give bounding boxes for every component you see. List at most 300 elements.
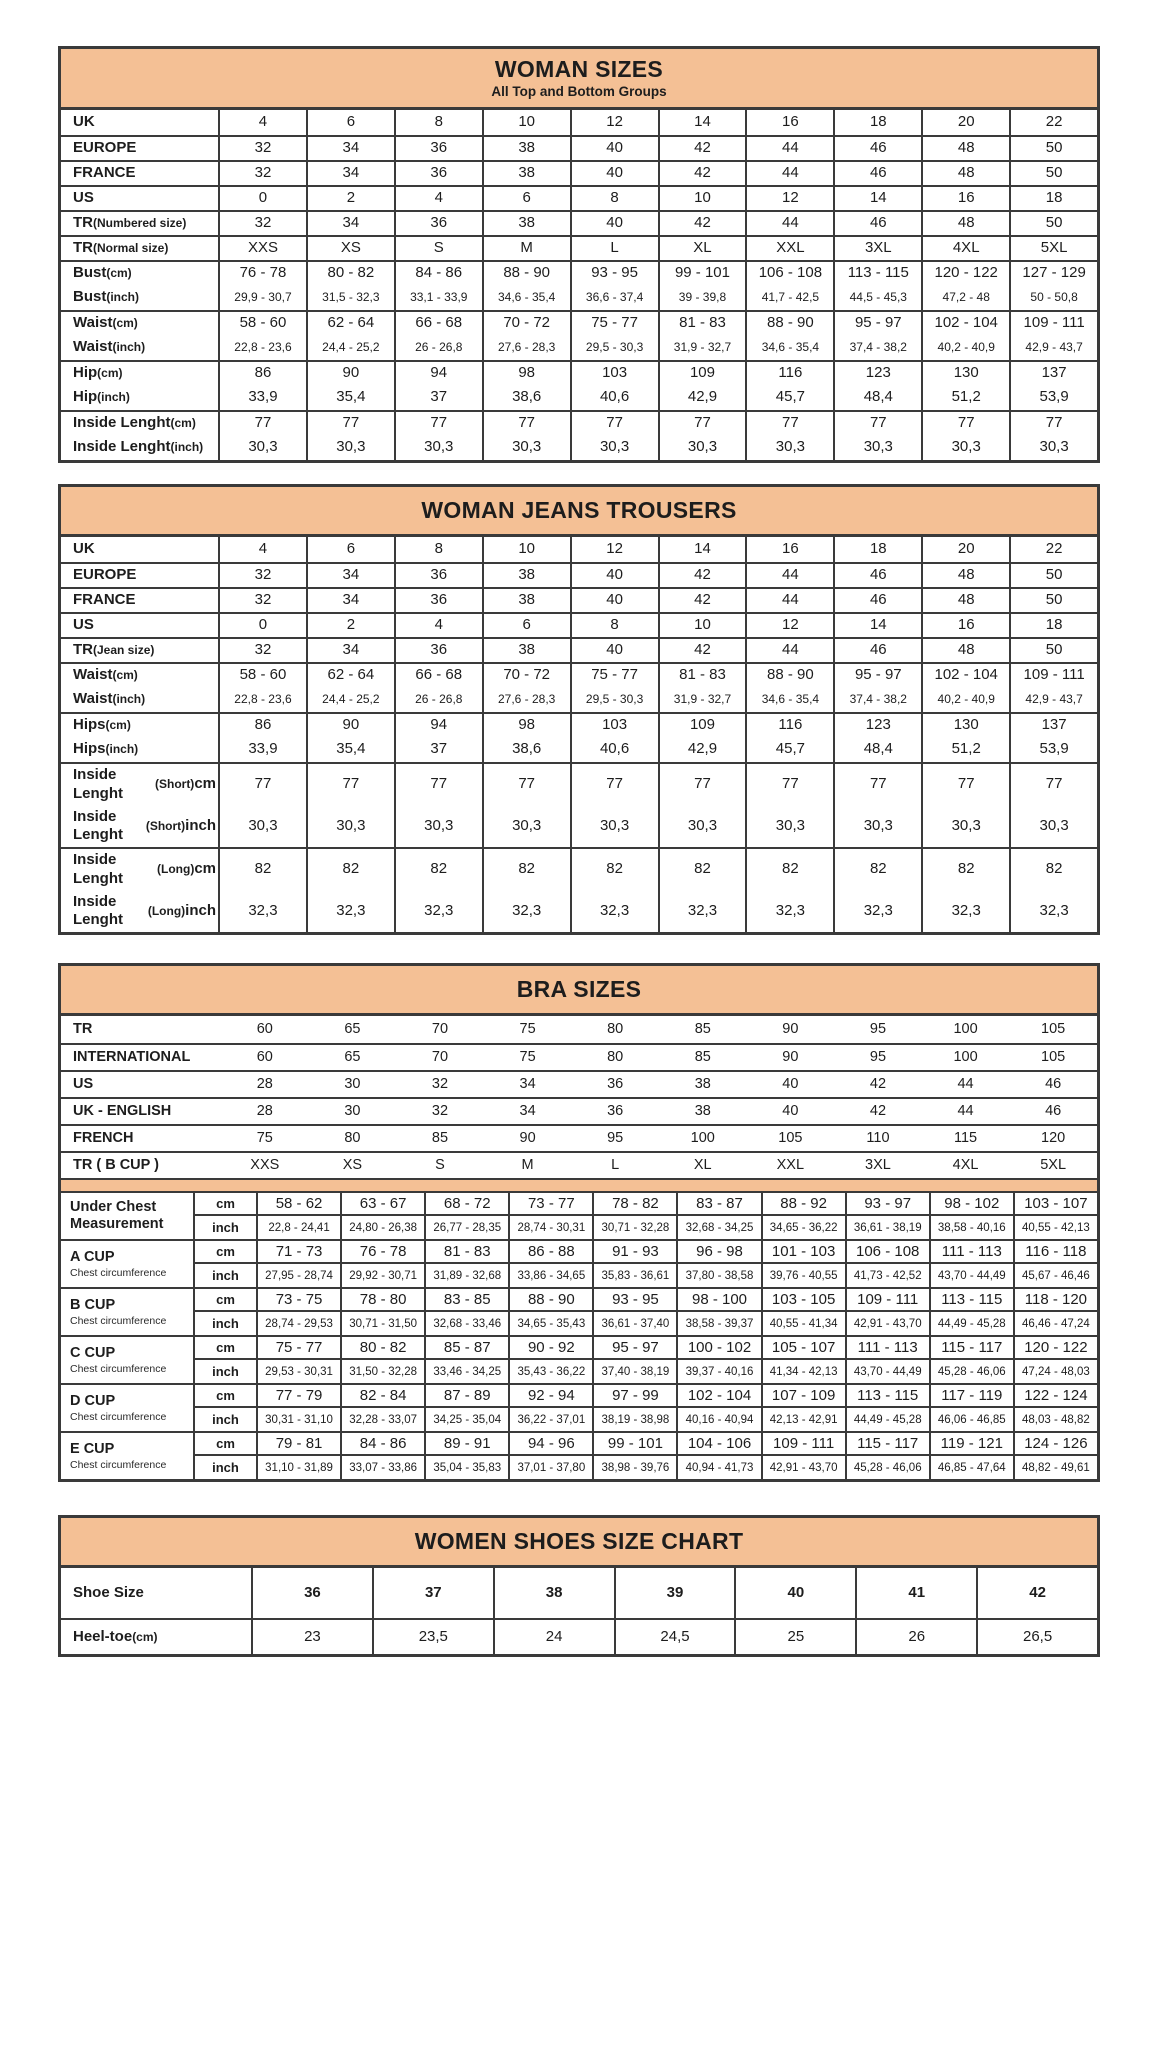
value-cell: 32 bbox=[218, 639, 306, 662]
value-cell: 4 bbox=[394, 614, 482, 637]
value-cell: 29,5 - 30,3 bbox=[570, 335, 658, 360]
value-cell: 100 bbox=[690, 1130, 715, 1147]
value-cell: 81 - 83 bbox=[658, 664, 746, 687]
value-cell: 38,98 - 39,76 bbox=[592, 1456, 676, 1479]
value-cell: 36 bbox=[394, 564, 482, 587]
label-unit: (cm) bbox=[170, 416, 196, 430]
value-cell: 95 bbox=[869, 1021, 887, 1038]
label-unit: (inch) bbox=[170, 440, 204, 454]
value-cell: 76 - 78 bbox=[218, 262, 306, 285]
value-cell: 30,3 bbox=[1009, 806, 1097, 848]
value-cell: 36,22 - 37,01 bbox=[508, 1408, 592, 1431]
value-cell: XS bbox=[306, 237, 394, 260]
value-cell: 70 bbox=[431, 1049, 449, 1066]
row-label: Waist (inch) bbox=[73, 338, 146, 356]
value-cell: 50 bbox=[1009, 589, 1097, 612]
value-cell: 30,3 bbox=[394, 435, 482, 460]
value-cell: 36 bbox=[394, 162, 482, 185]
value-cell: XS bbox=[342, 1157, 363, 1174]
value-cell: 12 bbox=[570, 537, 658, 562]
value-cell: 32,3 bbox=[482, 891, 570, 933]
value-cell: 35,43 - 36,22 bbox=[508, 1360, 592, 1383]
value-cell: 27,95 - 28,74 bbox=[256, 1264, 340, 1287]
value-cell: 77 bbox=[394, 412, 482, 435]
value-cell: 30,71 - 32,28 bbox=[592, 1216, 676, 1239]
row-label: Waist (cm) bbox=[73, 314, 138, 332]
value-cell: 37,4 - 38,2 bbox=[833, 687, 921, 712]
value-cell: 14 bbox=[833, 187, 921, 210]
table-row bbox=[61, 687, 1097, 712]
row-label: UK bbox=[73, 540, 95, 558]
table-row bbox=[61, 587, 1097, 612]
value-cell: 109 bbox=[658, 362, 746, 385]
value-cell: 88 - 90 bbox=[745, 312, 833, 335]
cup-measure-row bbox=[195, 1337, 1097, 1360]
value-cell: 40,2 - 40,9 bbox=[921, 687, 1009, 712]
value-cell: 85 bbox=[694, 1021, 711, 1038]
value-cell: 101 - 103 bbox=[761, 1241, 845, 1262]
value-cell: 83 - 87 bbox=[676, 1193, 760, 1214]
value-cell: 40 bbox=[782, 1076, 799, 1093]
row-label: Inside Lenght (Long) cm bbox=[73, 851, 216, 887]
cup-label-title: Under Chest Measurement bbox=[70, 1199, 164, 1232]
value-cell: 50 bbox=[1009, 162, 1097, 185]
value-cell: 77 bbox=[745, 764, 833, 806]
table-row bbox=[61, 1097, 1097, 1124]
row-label: INTERNATIONAL bbox=[73, 1049, 191, 1066]
cup-label-subtitle: Chest circumference bbox=[70, 1266, 167, 1279]
value-cell: 38 bbox=[482, 212, 570, 235]
value-cell: 18 bbox=[833, 537, 921, 562]
value-cell: 46 bbox=[1045, 1103, 1062, 1120]
cup-label-title: E CUP bbox=[70, 1441, 115, 1458]
value-cell: 137 bbox=[1009, 362, 1097, 385]
value-cell: 75 - 77 bbox=[256, 1337, 340, 1358]
table-header bbox=[61, 487, 1097, 537]
value-cell: 8 bbox=[394, 537, 482, 562]
table-row bbox=[61, 1151, 1097, 1178]
value-cell: 24,80 - 26,38 bbox=[340, 1216, 424, 1239]
cup-group-row bbox=[61, 1431, 1097, 1479]
value-cell: 94 - 96 bbox=[508, 1433, 592, 1454]
cup-rows bbox=[193, 1433, 1097, 1479]
row-label: TR bbox=[73, 1021, 93, 1038]
value-cell: 77 bbox=[833, 412, 921, 435]
value-cell: 12 bbox=[745, 187, 833, 210]
value-cell: 38 bbox=[482, 162, 570, 185]
value-cell: 90 bbox=[782, 1021, 799, 1038]
value-cell: 90 bbox=[306, 362, 394, 385]
value-cell: 119 - 121 bbox=[929, 1433, 1013, 1454]
value-cell: 82 bbox=[921, 849, 1009, 891]
value-cell: 77 bbox=[218, 764, 306, 806]
value-cell: 103 bbox=[570, 362, 658, 385]
value-cell: 18 bbox=[833, 110, 921, 135]
value-cell: 8 bbox=[570, 187, 658, 210]
table-row bbox=[61, 185, 1097, 210]
value-cell: 82 bbox=[570, 849, 658, 891]
unit-label: inch bbox=[212, 1412, 239, 1427]
value-cell: 77 bbox=[745, 412, 833, 435]
value-cell: 8 bbox=[394, 110, 482, 135]
value-cell: 32,3 bbox=[921, 891, 1009, 933]
value-cell: 90 bbox=[782, 1049, 799, 1066]
row-label: Inside Lenght (Short) inch bbox=[73, 807, 216, 844]
table-header bbox=[61, 49, 1097, 110]
value-cell: 34 bbox=[306, 589, 394, 612]
value-cell: 40 bbox=[782, 1103, 799, 1120]
value-cell: 30,3 bbox=[833, 806, 921, 848]
value-cell: 93 - 97 bbox=[845, 1193, 929, 1214]
value-cell: 32 bbox=[218, 162, 306, 185]
value-cell: 48,4 bbox=[833, 385, 921, 410]
table-row bbox=[61, 891, 1097, 933]
cup-rows bbox=[193, 1289, 1097, 1335]
value-cell: 88 - 92 bbox=[761, 1193, 845, 1214]
row-label: Bust (cm) bbox=[73, 264, 132, 282]
value-cell: 3XL bbox=[833, 237, 921, 260]
table-row bbox=[61, 410, 1097, 435]
table-title: WOMAN SIZES bbox=[494, 56, 664, 82]
unit-label: cm bbox=[216, 1292, 235, 1307]
value-cell: 120 - 122 bbox=[921, 262, 1009, 285]
table-row bbox=[61, 285, 1097, 310]
value-cell: 50 bbox=[1009, 564, 1097, 587]
value-cell: 36 bbox=[251, 1568, 372, 1618]
value-cell: 90 bbox=[306, 714, 394, 737]
value-cell: 38,19 - 38,98 bbox=[592, 1408, 676, 1431]
value-cell: 86 bbox=[218, 714, 306, 737]
value-cell: 36 bbox=[394, 137, 482, 160]
value-cell: 32,3 bbox=[745, 891, 833, 933]
row-label: Bust (inch) bbox=[73, 288, 140, 306]
value-cell: 32,3 bbox=[218, 891, 306, 933]
cup-group-label bbox=[61, 1337, 193, 1383]
value-cell: 42,9 bbox=[658, 737, 746, 762]
cup-group-row bbox=[61, 1193, 1097, 1239]
value-cell: 77 bbox=[570, 764, 658, 806]
value-cell: 38 bbox=[482, 639, 570, 662]
label-unit: (cm) bbox=[106, 266, 132, 280]
cup-group-row bbox=[61, 1239, 1097, 1287]
value-cell: 90 - 92 bbox=[508, 1337, 592, 1358]
value-cell: 23 bbox=[251, 1620, 372, 1654]
row-label: Inside Lenght (Long) inch bbox=[73, 892, 216, 929]
value-cell: 44,49 - 45,28 bbox=[929, 1312, 1013, 1335]
value-cell: 33,86 - 34,65 bbox=[508, 1264, 592, 1287]
value-cell: 77 bbox=[482, 764, 570, 806]
table-row bbox=[61, 712, 1097, 737]
value-cell: 100 - 102 bbox=[676, 1337, 760, 1358]
value-cell: 95 - 97 bbox=[592, 1337, 676, 1358]
value-cell: 41,73 - 42,52 bbox=[845, 1264, 929, 1287]
value-cell: 75 bbox=[519, 1049, 536, 1066]
value-cell: 10 bbox=[482, 537, 570, 562]
unit-label: inch bbox=[212, 1268, 239, 1283]
row-label: Waist (cm) bbox=[73, 666, 138, 684]
value-cell: 36 bbox=[394, 639, 482, 662]
value-cell: 44 bbox=[745, 639, 833, 662]
value-cell: 38,58 - 40,16 bbox=[929, 1216, 1013, 1239]
value-cell: 44 bbox=[957, 1103, 974, 1120]
label-unit: (Numbered size) bbox=[93, 216, 187, 230]
row-label: FRANCE bbox=[73, 164, 136, 182]
value-cell: 34,6 - 35,4 bbox=[745, 687, 833, 712]
value-cell: 38,6 bbox=[482, 737, 570, 762]
value-cell: 30,3 bbox=[482, 806, 570, 848]
value-cell: 38 bbox=[482, 589, 570, 612]
value-cell: 116 bbox=[745, 362, 833, 385]
value-cell: 10 bbox=[658, 614, 746, 637]
value-cell: 51,2 bbox=[921, 737, 1009, 762]
cup-label-subtitle: Chest circumference bbox=[70, 1458, 167, 1471]
label-unit: (cm) bbox=[105, 718, 131, 732]
table-row bbox=[61, 1016, 1097, 1043]
row-label: UK bbox=[73, 113, 95, 131]
value-cell: 115 - 117 bbox=[845, 1433, 929, 1454]
value-cell: 44 bbox=[745, 564, 833, 587]
cup-measure-row bbox=[195, 1433, 1097, 1456]
value-cell: 48 bbox=[921, 137, 1009, 160]
value-cell: 36,6 - 37,4 bbox=[570, 285, 658, 310]
value-cell: 70 - 72 bbox=[482, 664, 570, 687]
value-cell: 48 bbox=[921, 589, 1009, 612]
table-body bbox=[61, 537, 1097, 932]
value-cell: 38 bbox=[493, 1568, 614, 1618]
value-cell: 62 - 64 bbox=[306, 312, 394, 335]
value-cell: 0 bbox=[218, 614, 306, 637]
row-label: Inside Lenght (cm) bbox=[73, 414, 196, 432]
value-cell: 88 - 90 bbox=[508, 1289, 592, 1310]
value-cell: 28 bbox=[256, 1103, 273, 1120]
value-cell: 34,65 - 35,43 bbox=[508, 1312, 592, 1335]
value-cell: 18 bbox=[1009, 614, 1097, 637]
value-cell: 24,5 bbox=[614, 1620, 735, 1654]
value-cell: 82 bbox=[394, 849, 482, 891]
value-cell: 42 bbox=[658, 639, 746, 662]
value-cell: 33,9 bbox=[218, 737, 306, 762]
value-cell: 102 - 104 bbox=[676, 1385, 760, 1406]
value-cell: 48 bbox=[921, 162, 1009, 185]
value-cell: 124 - 126 bbox=[1013, 1433, 1097, 1454]
value-cell: 80 - 82 bbox=[306, 262, 394, 285]
value-cell: 32,68 - 33,46 bbox=[424, 1312, 508, 1335]
label-unit: (Jean size) bbox=[93, 643, 155, 657]
value-cell: 35,4 bbox=[306, 385, 394, 410]
value-cell: 32 bbox=[431, 1103, 449, 1120]
value-cell: 32 bbox=[218, 137, 306, 160]
value-cell: 48 bbox=[921, 212, 1009, 235]
value-cell: 77 bbox=[394, 764, 482, 806]
value-cell: 31,50 - 32,28 bbox=[340, 1360, 424, 1383]
table-row bbox=[61, 1568, 1097, 1618]
value-cell: 42 bbox=[658, 137, 746, 160]
value-cell: 109 - 111 bbox=[1009, 312, 1097, 335]
cup-group-row bbox=[61, 1335, 1097, 1383]
value-cell: 4 bbox=[394, 187, 482, 210]
value-cell: 44 bbox=[745, 162, 833, 185]
value-cell: 40,94 - 41,73 bbox=[676, 1456, 760, 1479]
value-cell: 39,76 - 40,55 bbox=[761, 1264, 845, 1287]
value-cell: M bbox=[521, 1157, 534, 1174]
value-cell: 95 - 97 bbox=[833, 312, 921, 335]
value-cell: 40 bbox=[570, 137, 658, 160]
value-cell: 31,10 - 31,89 bbox=[256, 1456, 340, 1479]
cup-measure-row bbox=[195, 1312, 1097, 1335]
value-cell: 48,4 bbox=[833, 737, 921, 762]
value-cell: 42 bbox=[658, 162, 746, 185]
value-cell: 110 bbox=[866, 1130, 890, 1147]
value-cell: 123 bbox=[833, 362, 921, 385]
table-title: WOMEN SHOES SIZE CHART bbox=[414, 1528, 744, 1554]
value-cell: 16 bbox=[921, 614, 1009, 637]
value-cell: 18 bbox=[1009, 187, 1097, 210]
value-cell: 28 bbox=[256, 1076, 273, 1093]
value-cell: 38 bbox=[694, 1103, 711, 1120]
value-cell: 36 bbox=[394, 589, 482, 612]
table-row bbox=[61, 737, 1097, 762]
value-cell: 82 bbox=[482, 849, 570, 891]
row-label: FRENCH bbox=[73, 1130, 134, 1147]
value-cell: 34,6 - 35,4 bbox=[745, 335, 833, 360]
unit-label: inch bbox=[212, 1460, 239, 1475]
value-cell: 66 - 68 bbox=[394, 664, 482, 687]
value-cell: 3XL bbox=[865, 1157, 891, 1174]
value-cell: 36 bbox=[607, 1076, 624, 1093]
value-cell: XXL bbox=[745, 237, 833, 260]
value-cell: 98 bbox=[482, 362, 570, 385]
value-cell: 78 - 82 bbox=[592, 1193, 676, 1214]
value-cell: 10 bbox=[658, 187, 746, 210]
value-cell: 77 bbox=[218, 412, 306, 435]
value-cell: 105 - 107 bbox=[761, 1337, 845, 1358]
value-cell: 34 bbox=[306, 212, 394, 235]
table-row bbox=[61, 235, 1097, 260]
value-cell: 77 bbox=[306, 412, 394, 435]
value-cell: 106 - 108 bbox=[845, 1241, 929, 1262]
value-cell: 32,3 bbox=[394, 891, 482, 933]
value-cell: 22,8 - 23,6 bbox=[218, 335, 306, 360]
cup-measure-row bbox=[195, 1193, 1097, 1216]
value-cell: 40 bbox=[570, 589, 658, 612]
value-cell: 4 bbox=[218, 537, 306, 562]
value-cell: 48,03 - 48,82 bbox=[1013, 1408, 1097, 1431]
value-cell: 48 bbox=[921, 639, 1009, 662]
value-cell: 115 - 117 bbox=[929, 1337, 1013, 1358]
cup-measure-row bbox=[195, 1360, 1097, 1383]
table-row bbox=[61, 310, 1097, 335]
value-cell: 45,28 - 46,06 bbox=[929, 1360, 1013, 1383]
value-cell: 82 bbox=[745, 849, 833, 891]
value-cell: 75 - 77 bbox=[570, 312, 658, 335]
table-header bbox=[61, 966, 1097, 1016]
value-cell: 31,9 - 32,7 bbox=[658, 687, 746, 712]
value-cell: 28,74 - 30,31 bbox=[508, 1216, 592, 1239]
value-cell: 34 bbox=[306, 639, 394, 662]
value-cell: 29,92 - 30,71 bbox=[340, 1264, 424, 1287]
value-cell: 30,3 bbox=[394, 806, 482, 848]
unit-label: cm bbox=[216, 1388, 235, 1403]
value-cell: 95 bbox=[607, 1130, 624, 1147]
value-cell: 42,13 - 42,91 bbox=[761, 1408, 845, 1431]
label-unit: (inch) bbox=[105, 742, 139, 756]
value-cell: 85 bbox=[431, 1130, 449, 1147]
cup-label-title: B CUP bbox=[70, 1297, 116, 1314]
value-cell: 65 bbox=[344, 1049, 361, 1066]
value-cell: 111 - 113 bbox=[845, 1337, 929, 1358]
value-cell: 109 - 111 bbox=[845, 1289, 929, 1310]
table-title: BRA SIZES bbox=[516, 976, 642, 1002]
cup-group-row bbox=[61, 1383, 1097, 1431]
value-cell: 47,24 - 48,03 bbox=[1013, 1360, 1097, 1383]
value-cell: 12 bbox=[745, 614, 833, 637]
value-cell: 32,28 - 33,07 bbox=[340, 1408, 424, 1431]
unit-label: cm bbox=[216, 1196, 235, 1211]
value-cell: 25 bbox=[734, 1620, 855, 1654]
bra-conversion-rows bbox=[61, 1016, 1097, 1178]
cup-label-subtitle: Chest circumference bbox=[70, 1410, 167, 1423]
value-cell: 80 bbox=[607, 1021, 624, 1038]
value-cell: 30,3 bbox=[570, 435, 658, 460]
value-cell: 39,37 - 40,16 bbox=[676, 1360, 760, 1383]
table-row bbox=[61, 210, 1097, 235]
value-cell: 77 bbox=[306, 764, 394, 806]
value-cell: 46 bbox=[833, 639, 921, 662]
value-cell: 130 bbox=[921, 714, 1009, 737]
value-cell: 93 - 95 bbox=[570, 262, 658, 285]
cup-label-subtitle: Chest circumference bbox=[70, 1314, 167, 1327]
value-cell: 35,83 - 36,61 bbox=[592, 1264, 676, 1287]
row-label: Inside Lenght (inch) bbox=[73, 438, 204, 456]
value-cell: 38,6 bbox=[482, 385, 570, 410]
value-cell: 24,4 - 25,2 bbox=[306, 335, 394, 360]
value-cell: 113 - 115 bbox=[833, 262, 921, 285]
value-cell: 22,8 - 23,6 bbox=[218, 687, 306, 712]
value-cell: 26 - 26,8 bbox=[394, 335, 482, 360]
unit-label: inch bbox=[212, 1364, 239, 1379]
row-label: Hip (inch) bbox=[73, 388, 130, 406]
value-cell: 60 bbox=[256, 1049, 273, 1066]
value-cell: 23,5 bbox=[372, 1620, 493, 1654]
value-cell: 50 - 50,8 bbox=[1009, 285, 1097, 310]
value-cell: 95 bbox=[869, 1049, 887, 1066]
value-cell: 77 bbox=[482, 412, 570, 435]
value-cell: 14 bbox=[833, 614, 921, 637]
value-cell: 32,3 bbox=[833, 891, 921, 933]
value-cell: 120 bbox=[1041, 1130, 1066, 1147]
row-label: US bbox=[73, 1076, 94, 1093]
table-title: WOMAN JEANS TROUSERS bbox=[421, 497, 737, 523]
value-cell: 37 bbox=[372, 1568, 493, 1618]
cup-group-label bbox=[61, 1385, 193, 1431]
value-cell: 48,82 - 49,61 bbox=[1013, 1456, 1097, 1479]
table-row bbox=[61, 335, 1097, 360]
value-cell: 85 - 87 bbox=[424, 1337, 508, 1358]
table-header bbox=[61, 1518, 1097, 1568]
value-cell: 99 - 101 bbox=[658, 262, 746, 285]
value-cell: 43,70 - 44,49 bbox=[845, 1360, 929, 1383]
value-cell: 24,4 - 25,2 bbox=[306, 687, 394, 712]
row-label: TR (Numbered size) bbox=[73, 214, 187, 232]
value-cell: 34 bbox=[306, 564, 394, 587]
value-cell: 100 bbox=[953, 1049, 978, 1066]
value-cell: XXL bbox=[776, 1157, 805, 1174]
value-cell: 123 bbox=[833, 714, 921, 737]
cup-rows bbox=[193, 1385, 1097, 1431]
value-cell: 37,80 - 38,58 bbox=[676, 1264, 760, 1287]
value-cell: L bbox=[611, 1157, 620, 1174]
value-cell: 2 bbox=[306, 187, 394, 210]
